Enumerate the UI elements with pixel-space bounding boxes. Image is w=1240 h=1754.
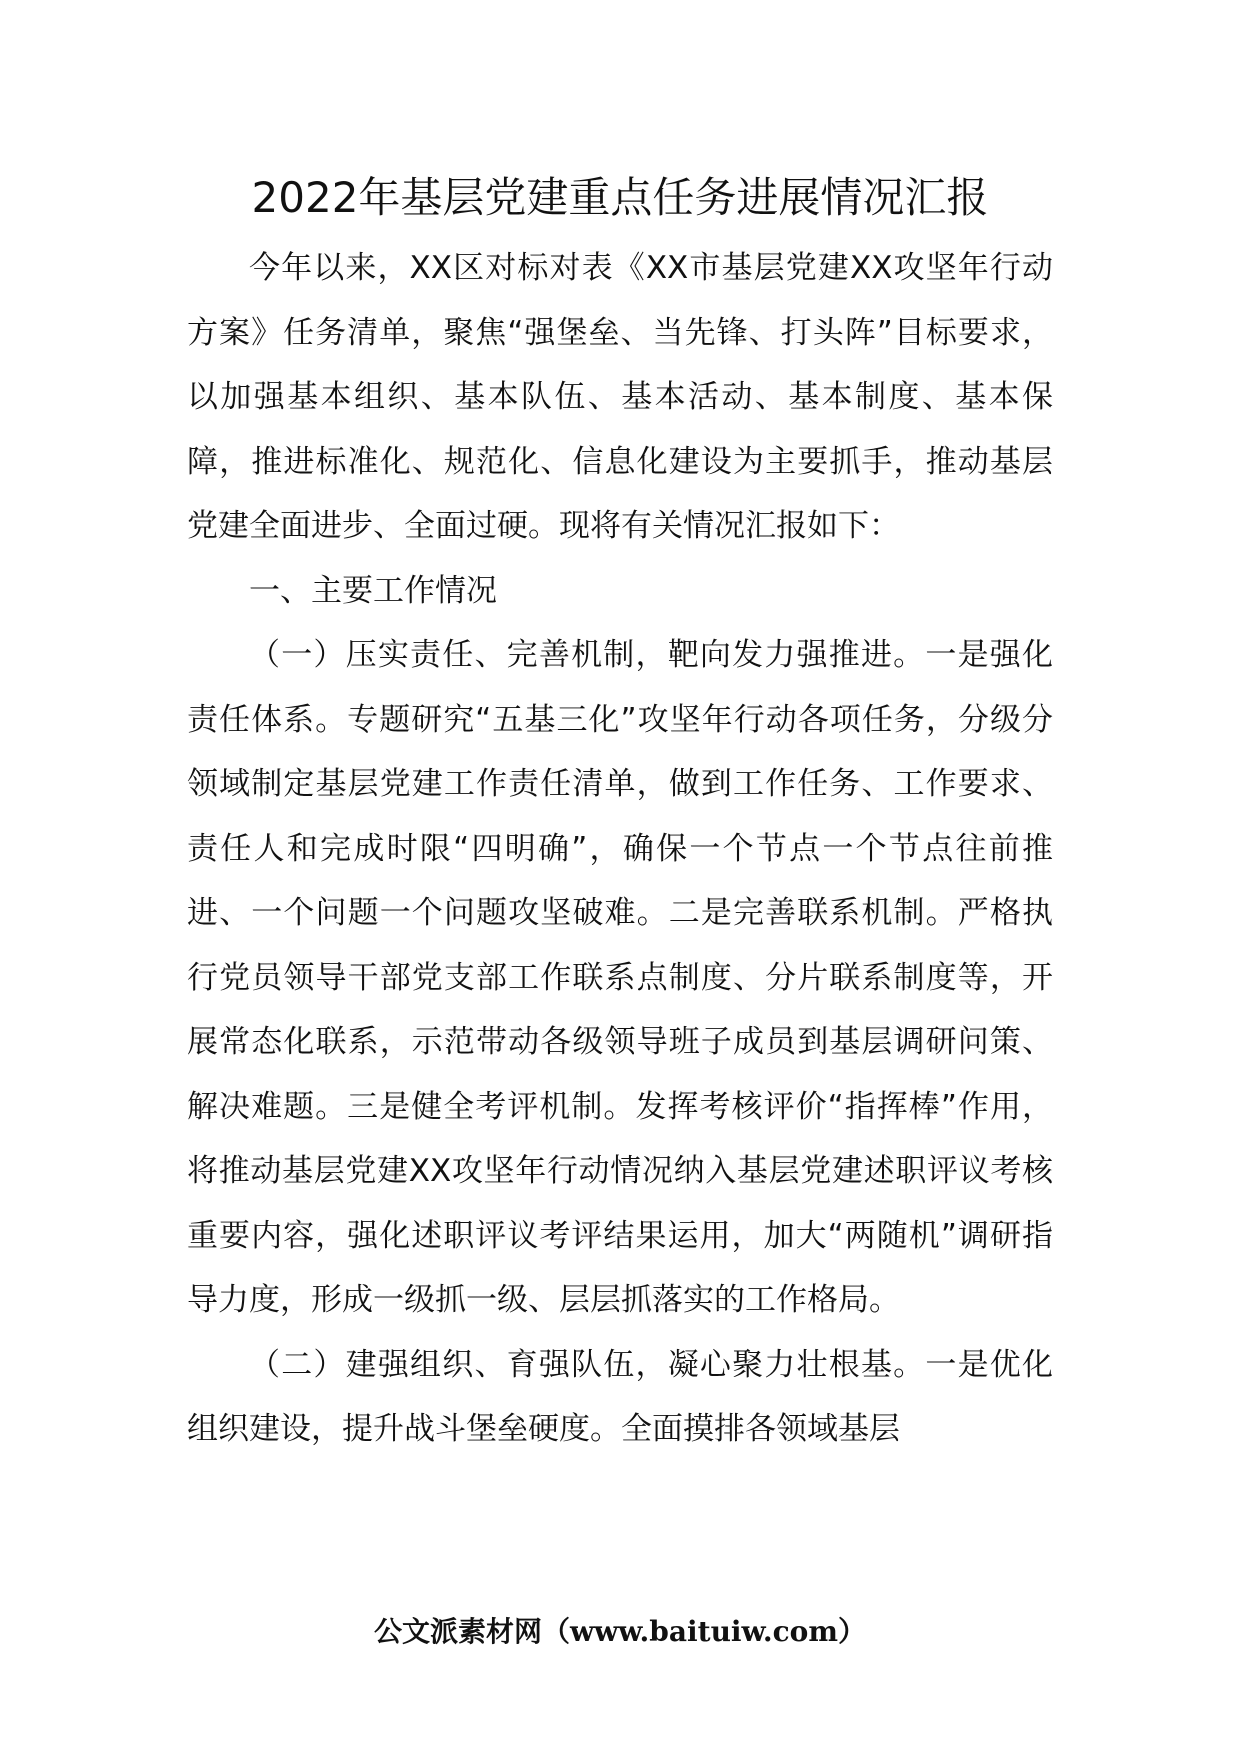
- section-heading-main-work: 一、主要工作情况: [249, 572, 497, 609]
- document-body: [187, 236, 1053, 1462]
- footer-watermark: 公文派素材网（www.baituiw.com）: [374, 1615, 866, 1648]
- paragraph-section-1: （一）压实责任、完善机制，靶向发力强推进。一是强化责任体系。专题研究“五基三化”攻坚年行动各项任务，分级分领域制定基层党建工作责任清单，做到工作任务、工作要求、责任人和完成时限“四明确”，确保一个节点一个节点往前推进、一个问题一个问题攻坚破难。二是完善联系机制。严格执行党员领导干部党支部工作联系点制度、分片联系制度等，开展常态化联系，示范带动各级领导班子成员到基层调研问策、解决难题。三是健全考评机制。发挥考核评价“指挥棒”作用，将推动基层党建XX攻坚年行动情况纳入基层党建述职评议考核重要内容，强化述职评议考评结果运用，加大“两随机”调研指导力度，形成一级抓一级、层层抓落实的工作格局。: [187, 637, 1053, 1318]
- document-title: 2022年基层党建重点任务进展情况汇报: [251, 173, 989, 222]
- paragraph-intro: 今年以来，XX区对标对表《XX市基层党建XX攻坚年行动方案》任务清单，聚焦“强堡垒、当先锋、打头阵”目标要求，以加强基本组织、基本队伍、基本活动、基本制度、基本保障，推进标准化、规范化、信息化建设为主要抓手，推动基层党建全面进步、全面过硬。现将有关情况汇报如下：: [187, 250, 1053, 544]
- paragraph-section-2: （二）建强组织、育强队伍，凝心聚力壮根基。一是优化组织建设，提升战斗堡垒硬度。全面摸排各领域基层: [187, 1346, 1053, 1447]
